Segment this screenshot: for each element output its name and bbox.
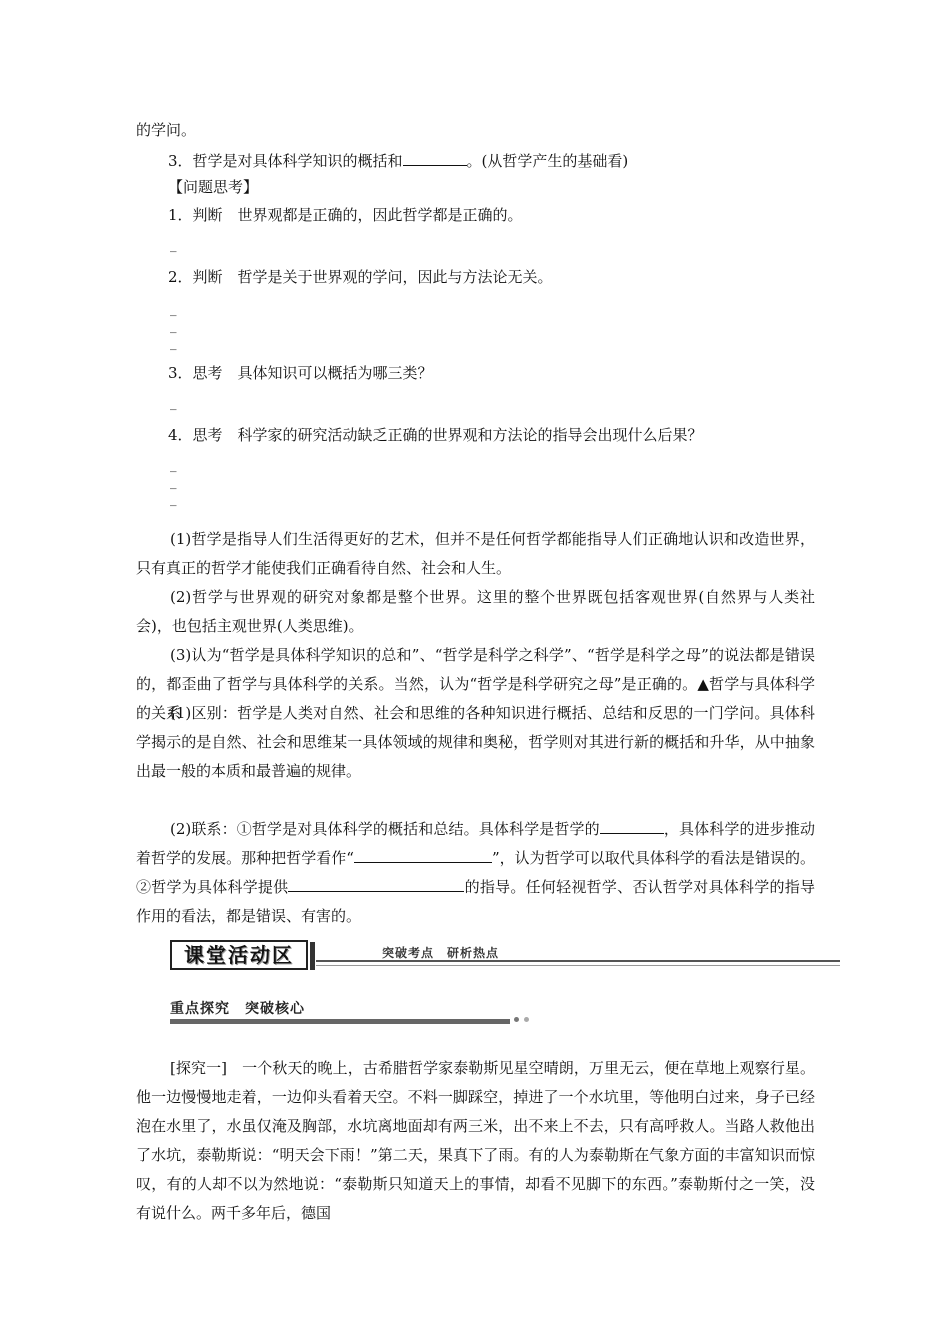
note-2: (2)哲学与世界观的研究对象都是整个世界。这里的整个世界既包括客观世界(自然界与人类社会)，也包括主观世界(人类思维)。 (136, 588, 815, 635)
banner-rule (316, 960, 840, 962)
question-4: 4．思考 科学家的研究活动缺乏正确的世界观和方法论的指导会出现什么后果？ (168, 426, 703, 444)
relation-2-text-d: 的指导。任何轻视哲学、否认哲学对具体科学的指导作用的看法，都是错误、有害的。 (136, 878, 815, 925)
relation-2 (136, 815, 815, 931)
answer-line: _ (170, 319, 177, 334)
answer-blank (403, 151, 467, 166)
answer-line: _ (170, 396, 177, 411)
relation-2-text-a: (2)联系：①哲学是对具体科学的概括和总结。具体科学是哲学的 (170, 820, 600, 838)
item-3-text-a: 3．哲学是对具体科学知识的概括和 (168, 152, 403, 170)
answer-line: _ (170, 458, 177, 473)
answer-line: _ (170, 238, 177, 253)
banner-rule-thin (316, 965, 840, 966)
dot-icon (514, 1017, 519, 1022)
answer-line: _ (170, 302, 177, 317)
relation-1: (1)区别：哲学是人类对自然、社会和思维的各种知识进行概括、总结和反思的一门学问。具体科学揭示的是自然、社会和思维某一具体领域的规律和奥秘，哲学则对其进行新的概括和升华，从中抽象出最一般的本质和最普遍的规律。 (136, 704, 815, 780)
question-3: 3．思考 具体知识可以概括为哪三类？ (168, 364, 433, 382)
question-2: 2．判断 哲学是关于世界观的学问，因此与方法论无关。 (168, 268, 553, 286)
answer-line: _ (170, 336, 177, 351)
note-1: (1)哲学是指导人们生活得更好的艺术，但并不是任何哲学都能指导人们正确地认识和改造世界，只有真正的哲学才能使我们正确看待自然、社会和人生。 (136, 530, 815, 577)
relation-2-text-c: ”，认为哲学可以取代具体科学的看法是错误的。②哲学为具体科学提供 (136, 849, 816, 896)
answer-blank (354, 848, 492, 863)
note-3: (3)认为“哲学是具体科学知识的总和”、“哲学是科学之科学”、“哲学是科学之母”的说法都是错误的，都歪曲了哲学与具体科学的关系。当然，认为“哲学是科学研究之母”是正确的。▲哲学与具体科学的关系 (136, 646, 815, 722)
item-3-text-b: 。(从哲学产生的基础看) (466, 152, 629, 170)
subsection-header (170, 998, 540, 1026)
subsection-rule (170, 1019, 510, 1024)
banner-subtitle: 突破考点 研析热点 (382, 946, 500, 960)
banner-bar (310, 942, 315, 970)
relation-2-text-b: ，具体科学的进步推动着哲学的发展。那种把哲学看作“ (136, 820, 815, 867)
question-1: 1．判断 世界观都是正确的，因此哲学都是正确的。 (168, 206, 523, 224)
line-continuation: 的学问。 (136, 121, 197, 139)
answer-line: _ (170, 492, 177, 507)
dot-icon (524, 1017, 529, 1022)
item-3 (168, 150, 628, 172)
answer-blank (288, 877, 464, 892)
explore-paragraph: [探究一] 一个秋天的晚上，古希腊哲学家泰勒斯见星空晴朗，万里无云，便在草地上观察行星。他一边慢慢地走着，一边仰头看着天空。不料一脚踩空，掉进了一个水坑里，等他明白过来，身子已经泡在水里了，水虽仅淹及胸部，水坑离地面却有两三米，出不来上不去，只有高呼救人。当路人救他出了水坑，泰勒斯说：“明天会下雨！”第二天，果真下了雨。有的人为泰勒斯在气象方面的丰富知识而惊叹，有的人却不以为然地说：“泰勒斯只知道天上的事情，却看不见脚下的东西。”泰勒斯付之一笑，没有说什么。两千多年后，德国 (136, 1059, 815, 1222)
answer-line: _ (170, 475, 177, 490)
banner-title: 课堂活动区 (170, 940, 308, 970)
answer-blank (600, 819, 664, 834)
question-heading: 【问题思考】 (168, 178, 259, 196)
subsection-title: 重点探究 突破核心 (170, 1001, 305, 1017)
section-banner (170, 938, 840, 974)
